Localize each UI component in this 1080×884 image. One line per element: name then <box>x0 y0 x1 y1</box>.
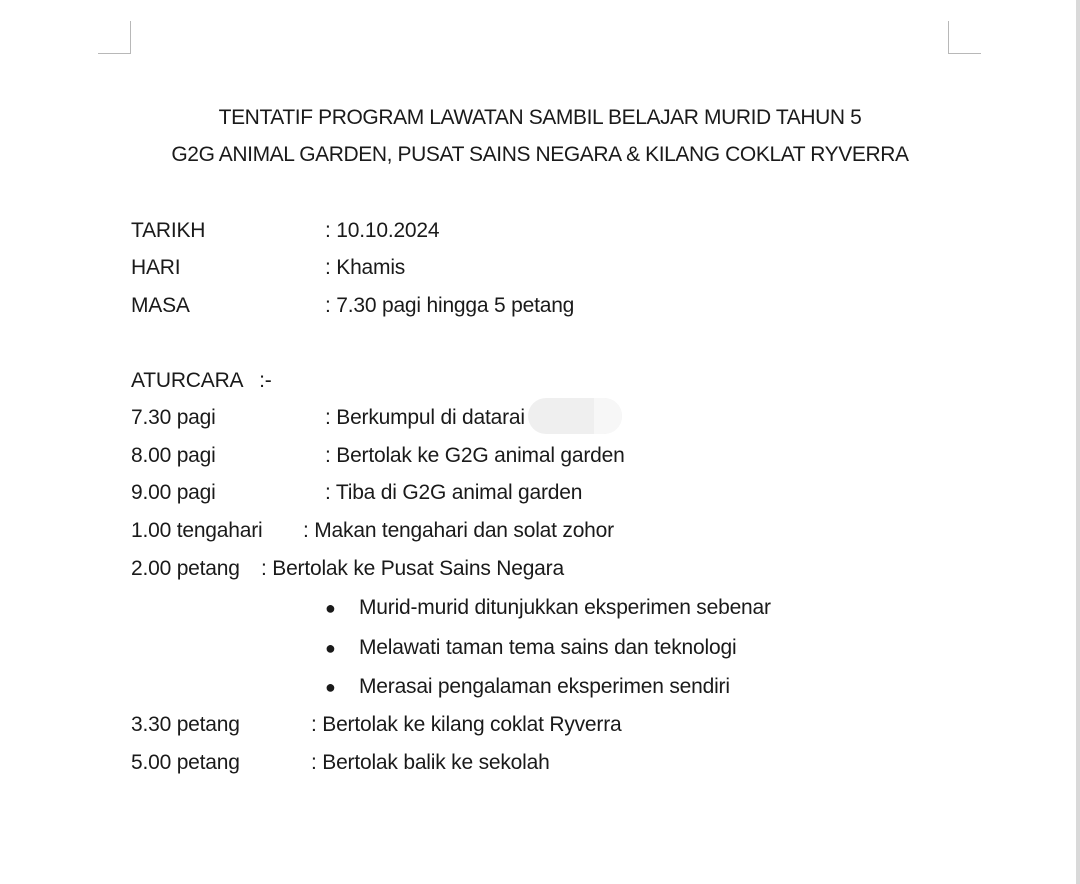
schedule-activity-6: : Bertolak ke kilang coklat Ryverra <box>311 713 622 736</box>
info-value-masa: : 7.30 pagi hingga 5 petang <box>325 294 575 317</box>
bullet-dot-icon: ● <box>325 677 336 697</box>
bullet-item-2: Melawati taman tema sains dan teknologi <box>359 636 737 659</box>
document-title-line-1: TENTATIF PROGRAM LAWATAN SAMBIL BELAJAR MURID TAHUN 5 <box>218 106 862 129</box>
info-value-hari: : Khamis <box>325 256 406 279</box>
bullet-item-3: Merasai pengalaman eksperimen sendiri <box>359 675 730 698</box>
redaction-blur <box>528 398 622 434</box>
schedule-activity-7: : Bertolak balik ke sekolah <box>311 751 550 774</box>
schedule-activity-4: : Makan tengahari dan solat zohor <box>303 519 614 542</box>
info-label-hari: HARI <box>131 256 181 279</box>
aturcara-heading: ATURCARA :- <box>131 369 272 392</box>
document-title-line-2: G2G ANIMAL GARDEN, PUSAT SAINS NEGARA & KILANG COKLAT RYVERRA <box>171 143 909 166</box>
schedule-time-2: 8.00 pagi <box>131 444 216 467</box>
page-margin-corner-top-right <box>948 21 981 54</box>
schedule-time-3: 9.00 pagi <box>131 481 216 504</box>
schedule-time-7: 5.00 petang <box>131 751 240 774</box>
schedule-time-1: 7.30 pagi <box>131 406 216 429</box>
schedule-activity-3: : Tiba di G2G animal garden <box>325 481 583 504</box>
schedule-time-6: 3.30 petang <box>131 713 240 736</box>
info-value-tarikh: : 10.10.2024 <box>325 219 440 242</box>
info-label-tarikh: TARIKH <box>131 219 206 242</box>
bullet-item-1: Murid-murid ditunjukkan eksperimen sebenar <box>359 596 771 619</box>
schedule-time-4: 1.00 tengahari <box>131 519 263 542</box>
page-margin-corner-top-left <box>98 21 131 54</box>
bullet-dot-icon: ● <box>325 598 336 618</box>
schedule-activity-1: : Berkumpul di datarai <box>325 406 525 429</box>
vertical-scrollbar[interactable] <box>1076 0 1080 884</box>
schedule-time-5: 2.00 petang <box>131 557 240 580</box>
schedule-activity-5: : Bertolak ke Pusat Sains Negara <box>261 557 564 580</box>
schedule-activity-2: : Bertolak ke G2G animal garden <box>325 444 625 467</box>
bullet-dot-icon: ● <box>325 638 336 658</box>
info-label-masa: MASA <box>131 294 190 317</box>
